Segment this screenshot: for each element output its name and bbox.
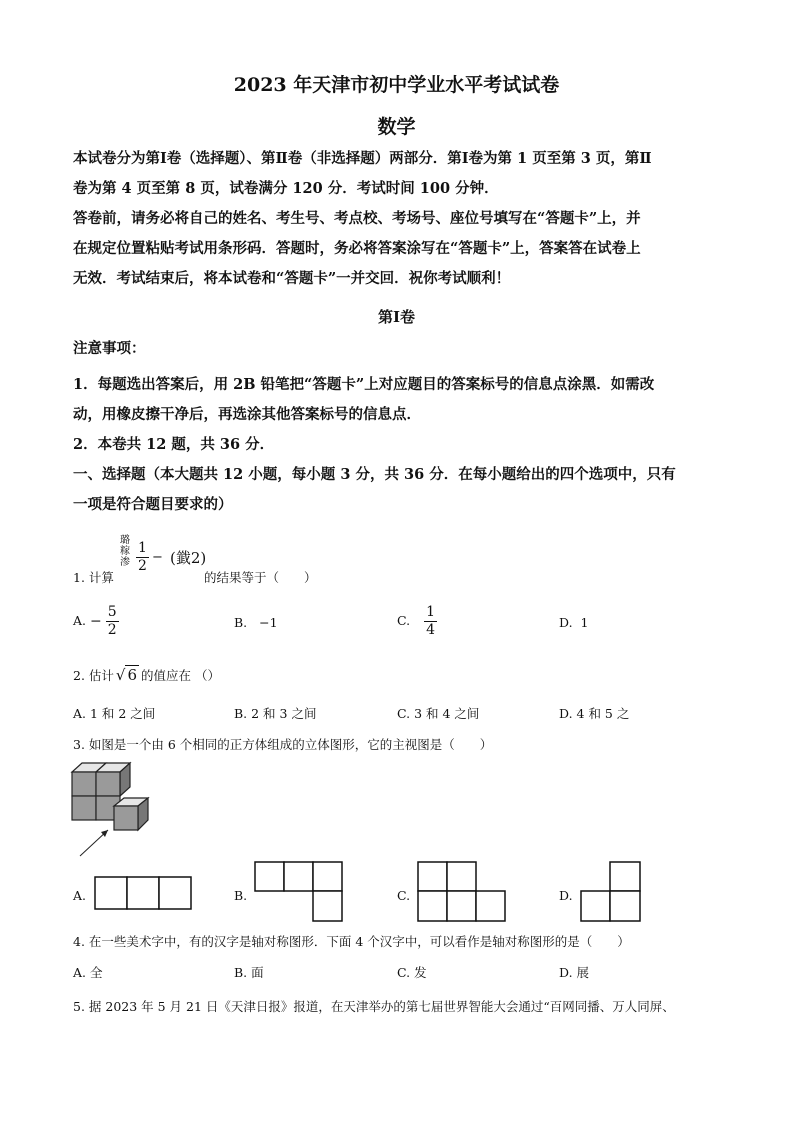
section-heading-line: 一项是符合题目要求的） bbox=[73, 496, 233, 513]
q2-option-a[interactable]: A. 1 和 2 之间 bbox=[73, 706, 156, 721]
q3-option-d-label[interactable]: D. bbox=[559, 888, 573, 903]
option-frac-den: 2 bbox=[107, 622, 117, 638]
q4-option-b[interactable]: B. 面 bbox=[234, 965, 264, 980]
q1-suffix: 的结果等于（ ） bbox=[204, 570, 317, 585]
intro-line: 本试卷分为第Ⅰ卷（选择题）、第Ⅱ卷（非选择题）两部分．第Ⅰ卷为第 1 页至第 3 页，第Ⅱ bbox=[73, 150, 652, 167]
option-frac-num: 5 bbox=[107, 604, 117, 620]
option-label: B. bbox=[234, 615, 248, 630]
option-frac-den: 4 bbox=[426, 622, 435, 638]
q3-option-c-figure[interactable] bbox=[417, 861, 507, 923]
cube-solid-figure bbox=[70, 760, 170, 860]
q3-option-a-label[interactable]: A. bbox=[73, 888, 87, 903]
exam-title: 2023 年天津市初中学业水平考试试卷 bbox=[233, 74, 560, 96]
q1-option-a[interactable] bbox=[73, 604, 193, 639]
q4-option-d[interactable]: D. 展 bbox=[559, 965, 590, 980]
option-text: −1 bbox=[259, 615, 278, 630]
option-sign: − bbox=[90, 613, 102, 630]
q1-option-c[interactable] bbox=[397, 604, 437, 639]
q3-option-d-figure[interactable] bbox=[580, 861, 642, 923]
intro-block bbox=[73, 144, 723, 294]
volume-label: 第Ⅰ卷 bbox=[377, 308, 416, 326]
option-fraction bbox=[106, 604, 119, 639]
q4-option-a[interactable]: A. 全 bbox=[73, 965, 103, 980]
q3-stem: 3. 如图是一个由 6 个相同的正方体组成的立体图形，它的主视图是（ ） bbox=[73, 737, 493, 752]
intro-line: 答卷前，请务必将自己的姓名、考生号、考点校、考场号、座位号填写在“答题卡”上，并 bbox=[73, 210, 641, 227]
option-frac-num: 1 bbox=[426, 604, 435, 620]
subject-title: 数学 bbox=[377, 116, 416, 138]
q2-option-c[interactable]: C. 3 和 4 之间 bbox=[397, 706, 480, 721]
notes-heading: 注意事项： bbox=[73, 340, 146, 357]
intro-line: 无效．考试结束后，将本试卷和“答题卡”一并交回．祝你考试顺利！ bbox=[73, 270, 511, 287]
option-label: C. bbox=[397, 613, 411, 628]
q1-paren: (韱2) bbox=[170, 549, 207, 567]
note-line: 1．每题选出答案后，用 2B 铅笔把“答题卡”上对应题目的答案标号的信息点涂黑．如需改 bbox=[73, 376, 655, 393]
q2-radicand: 6 bbox=[127, 666, 138, 684]
q1-option-d[interactable] bbox=[559, 615, 589, 630]
note-line: 动，用橡皮擦干净后，再选涂其他答案标号的信息点． bbox=[73, 406, 421, 423]
q1-garbled-glyphs: 璐 糘 渗 bbox=[120, 535, 130, 568]
q2-suffix: 的值应在 （） bbox=[141, 668, 220, 683]
section-heading-line: 一、选择题（本大题共 12 小题，每小题 3 分，共 36 分．在每小题给出的四个选项中，只有 bbox=[73, 466, 676, 483]
option-label: D. bbox=[559, 615, 573, 630]
q2-sqrt: √ 6 bbox=[115, 666, 138, 684]
q5-stem: 5. 据 2023 年 5 月 21 日《天津日报》报道，在天津举办的第七届世界智能大会通过“百网同播、万人同屏、 bbox=[73, 999, 675, 1014]
q2-option-d[interactable]: D. 4 和 5 之 bbox=[559, 706, 630, 721]
q4-option-c[interactable]: C. 发 bbox=[397, 965, 427, 980]
q1-option-b[interactable] bbox=[234, 615, 278, 630]
q2-prefix: 2. 估计 bbox=[73, 668, 114, 683]
q1-minus: − bbox=[152, 550, 163, 565]
q2-option-b[interactable]: B. 2 和 3 之间 bbox=[234, 706, 317, 721]
q3-option-b-label[interactable]: B. bbox=[234, 888, 248, 903]
q1-frac-num: 1 bbox=[138, 540, 147, 556]
option-fraction bbox=[424, 604, 437, 639]
intro-line: 卷为第 4 页至第 8 页，试卷满分 120 分．考试时间 100 分钟． bbox=[73, 180, 499, 197]
note-line: 2．本卷共 12 题，共 36 分． bbox=[73, 436, 275, 453]
q3-option-b-figure[interactable] bbox=[254, 861, 344, 923]
notes-block bbox=[73, 334, 723, 520]
q1-prefix: 1. 计算 bbox=[73, 570, 114, 585]
option-text: 1 bbox=[580, 615, 589, 630]
intro-line: 在规定位置粘贴考试用条形码．答题时，务必将答案涂写在“答题卡”上，答案答在试卷上 bbox=[73, 240, 641, 257]
option-label: A. bbox=[73, 613, 87, 628]
q3-option-a-figure[interactable] bbox=[94, 876, 192, 910]
q4-stem: 4. 在一些美术字中，有的汉字是轴对称图形．下面 4 个汉字中，可以看作是轴对称图形的是（ ） bbox=[73, 934, 630, 949]
q2-stem bbox=[73, 666, 220, 684]
q1-frac-den: 2 bbox=[138, 558, 147, 574]
q1-fraction bbox=[136, 540, 149, 575]
q3-option-c-label[interactable]: C. bbox=[397, 888, 411, 903]
